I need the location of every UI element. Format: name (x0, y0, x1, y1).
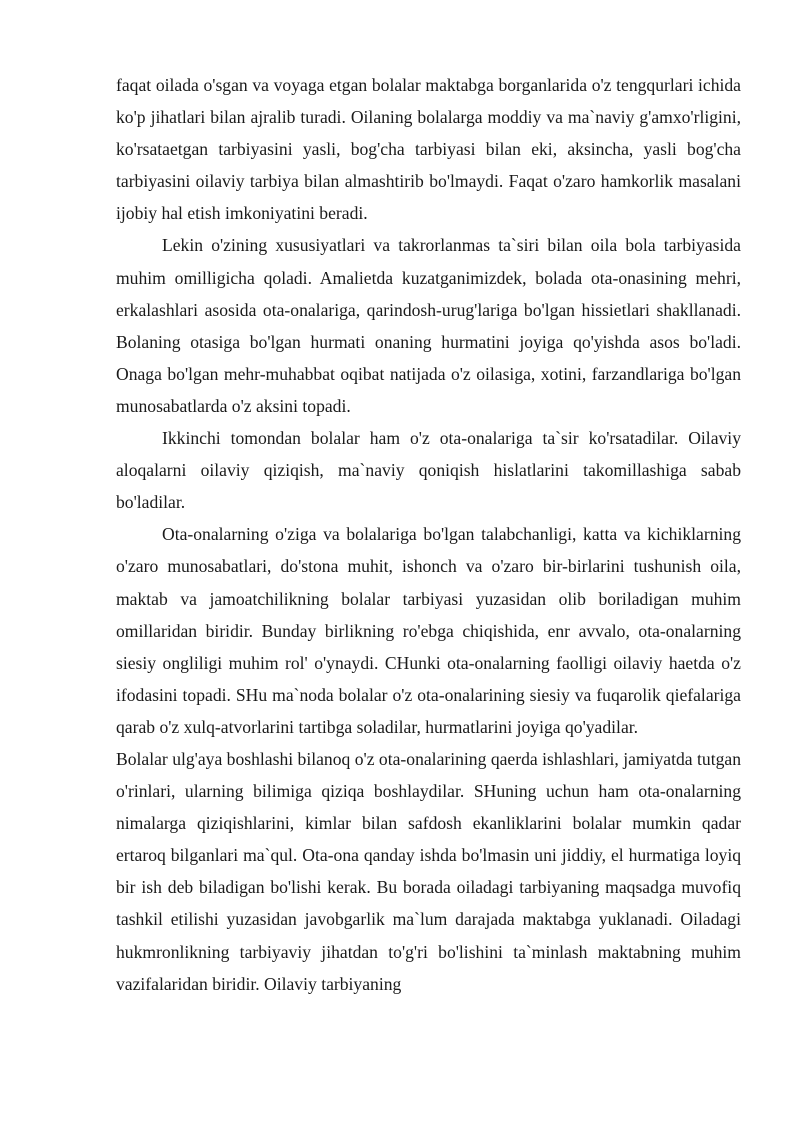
paragraph: Ikkinchi tomondan bolalar ham o'z ota-onalariga ta`sir ko'rsatadilar. Oilaviy aloqalarni oilaviy qiziqish, ma`naviy qoniqish hislatlarini takomillashiga sabab bo'ladilar. (116, 428, 741, 513)
paragraph: Bolalar ulg'aya boshlashi bilanoq o'z ota-onalarining qaerda ishlashlari, jamiyatda tutgan o'rinlari, ularning bilimiga qiziqa boshlaydilar. SHuning uchun ham ota-onalarning nimalarga qiziqishlarini, kimlar bilan safdosh ekanliklarini bolalar mumkin qadar ertaroq bilganlari ma`qul. Ota-ona qanday ishda bo'lmasin uni jiddiy, el hurmatiga loyiq bir ish deb biladigan bo'lishi kerak. Bu borada oiladagi tarbiyaning maqsadga muvofiq tashkil etilishi yuzasidan javobgarlik ma`lum darajada maktabga yuklanadi. Oiladagi hukmronlikning tarbiyaviy jihatdan to'g'ri bo'lishini ta`minlash maktabning muhim vazifalaridan biridir. Oilaviy tarbiyaning (116, 748, 741, 994)
paragraph: faqat oilada o'sgan va voyaga etgan bolalar maktabga borganlarida o'z tengqurlari ichida ko'p jihatlari bilan ajralib turadi. Oilaning bolalarga moddiy va ma`naviy g'amxo'rligini, ko'rsataetgan tarbiyasini yasli, bog'cha tarbiyasi bilan eki, aksincha, yasli bog'cha tarbiyasini oilaviy tarbiya bilan almashtirib bo'lmaydi. Faqat o'zaro hamkorlik masalani ijobiy hal etish imkoniyatini beradi. (116, 75, 741, 224)
body-text (116, 69, 741, 1000)
paragraph: Lekin o'zining xususiyatlari va takrorlanmas ta`siri bilan oila bola tarbiyasida muhim omilligicha qoladi. Amalietda kuzatganimizdek, bolada ota-onasining mehri, erkalashlari asosida ota-onalariga, qarindosh-urug'lariga bo'lgan hissietlari shakllanadi. Bolaning otasiga bo'lgan hurmati onaning hurmatini joyiga qo'yishda asos bo'ladi. Onaga bo'lgan mehr-muhabbat oqibat natijada o'z oilasiga, xotini, farzandlariga bo'lgan munosabatlarda o'z aksini topadi. (116, 235, 741, 416)
paragraph: Ota-onalarning o'ziga va bolalariga bo'lgan talabchanligi, katta va kichiklarning o'zaro munosabatlari, do'stona muhit, ishonch va o'zaro bir-birlarini tushunish oila, maktab va jamoatchilikning bolalar tarbiyasi yuzasidan olib boriladigan muhim omillaridan biridir. Bunday birlikning ro'ebga chiqishida, enr avvalo, ota-onalarning siesiy ongliligi muhim rol' o'ynaydi. CHunki ota-onalarning faolligi oilaviy haetda o'z ifodasini topadi. SHu ma`noda bolalar o'z ota-onalarining siesiy va fuqarolik qiefalariga qarab o'z xulq-atvorlarini tartibga soladilar, hurmatlarini joyiga qo'yadilar. (116, 524, 741, 737)
